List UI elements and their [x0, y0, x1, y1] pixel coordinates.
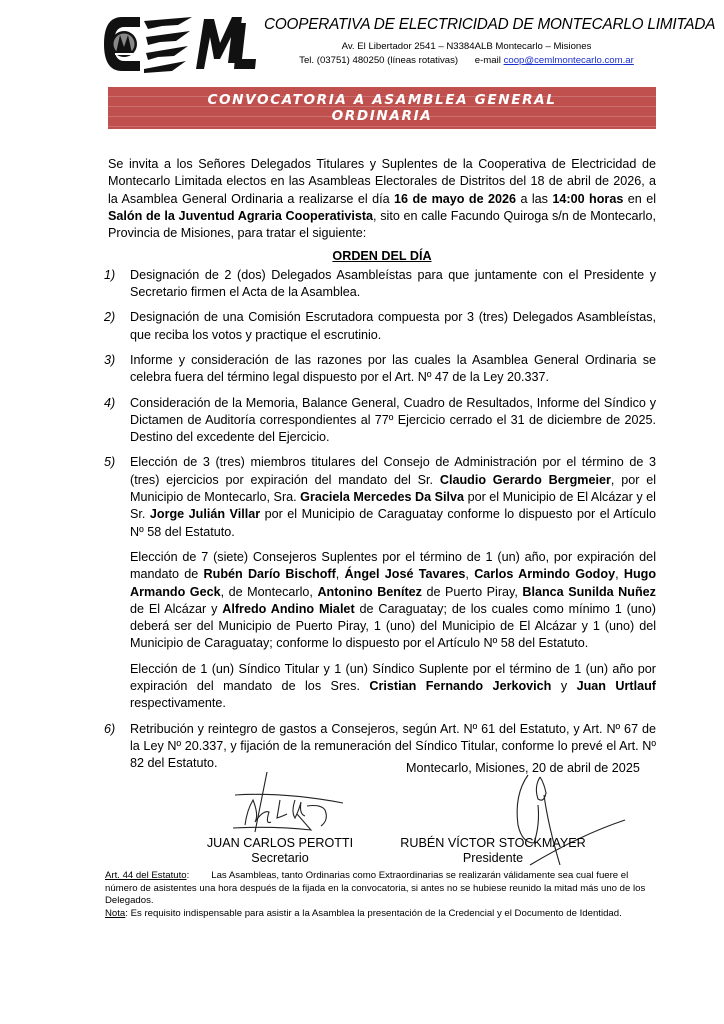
- org-phone: Tel. (03751) 480250 (líneas rotativas): [299, 55, 459, 66]
- signer-name: RUBÉN VÍCTOR STOCKMAYER: [400, 836, 586, 850]
- signer-role: Secretario: [251, 851, 309, 865]
- org-name: COOPERATIVA DE ELECTRICIDAD DE MONTECARLO LIMITADA: [264, 16, 716, 33]
- signer-name: JUAN CARLOS PEROTTI: [206, 836, 354, 850]
- org-contact: [264, 55, 669, 66]
- meeting-date: 16 de mayo de 2026: [394, 191, 517, 206]
- footer-notes: [105, 870, 657, 920]
- banner-line-1: CONVOCATORIA A ASAMBLEA GENERAL: [207, 92, 557, 108]
- agenda-item: 3) Informe y consideración de las razones por las cuales la Asamblea General Ordinaria se celebra fuera del término legal dispuesto por el Art. Nº 47 de la Ley 20.337.: [104, 352, 656, 385]
- nota: Nota: Es requisito indispensable para asistir a la Asamblea la presentación de la Credencial y el Documento de Identidad.: [105, 907, 622, 919]
- agenda-item: 5) Elección de 3 (tres) miembros titulares del Consejo de Administración por el término de 3 (tres) ejercicios por expiración del mandato del Sr. Claudio Gerardo Bergmeier, por el Municipio de Montecarlo, Sra. Graciela Mercedes Da Silva por el Municipio de El Alcázar y el Sr. Jorge Julián Villar por el Municipio de Caraguatay conforme lo dispuesto por el Artículo Nº 58 del Estatuto.: [104, 455, 656, 539]
- meeting-time: 14:00 horas: [552, 191, 624, 206]
- intro-paragraph: Se invita a los Señores Delegados Titulares y Suplentes de la Cooperativa de Electricidad de Montecarlo Limitada electos en las Asambleas Electorales de Distritos del 18 de abril de 2026, a la Asamblea General Ordinaria a realizarse el día 16 de mayo de 2026 a las 14:00 horas en el Salón de la Juventud Agraria Cooperativista, sito en calle Facundo Quiroga s/n de Montecarlo, Provincia de Misiones, para tratar el siguiente:: [108, 157, 657, 241]
- ceml-logo: [100, 13, 260, 75]
- signer-role: Presidente: [462, 851, 524, 865]
- document-body: [104, 156, 657, 781]
- agenda-item: 6) Retribución y reintegro de gastos a Consejeros, según Art. Nº 61 del Estatuto, y Art. Nº 67 de la Ley Nº 20.337, y fijación de la remuneración del Síndico Titular, conforme lo prevé el Art. Nº 82 del Estatuto.: [104, 721, 656, 771]
- meeting-venue: Salón de la Juventud Agraria Cooperativista: [108, 208, 374, 223]
- signature-secretario: [225, 770, 350, 838]
- sindico-paragraph: Elección de 1 (un) Síndico Titular y 1 (un) Síndico Suplente por el término de 1 (un) año por expiración del mandato de los Sres. Cristian Fernando Jerkovich y Juan Urtlauf respectivamente.: [130, 661, 656, 711]
- agenda-item: 2) Designación de una Comisión Escrutadora compuesta por 3 (tres) Delegados Asambleístas, que reciba los votos y practique el escrutinio.: [104, 310, 656, 342]
- agenda-item: 4) Consideración de la Memoria, Balance General, Cuadro de Resultados, Informe del Síndico y Dictamen de Auditoría correspondientes al 77º Ejercicio cerrado el 31 de diciembre de 2025. Destino del excedente del Ejercicio.: [104, 395, 656, 445]
- signer-presidente: [398, 836, 588, 866]
- email-link[interactable]: coop@cemlmontecarlo.com.ar: [503, 55, 634, 66]
- banner-line-2: ORDINARIA: [331, 108, 433, 124]
- agenda-item: 1) Designación de 2 (dos) Delegados Asambleístas para que juntamente con el Presidente y Secretario firmen el Acta de la Asamblea.: [104, 267, 656, 300]
- art-44-note: Art. 44 del Estatuto: Las Asambleas, tanto Ordinarias como Extraordinarias se realizarán válidamente sea cual fuere el número de asistentes una hora después de la fijada en la convocatoria, si antes no se hubiese reunido la mitad más uno de los Delegados.: [105, 870, 646, 906]
- signer-secretario: [195, 836, 365, 866]
- suplentes-paragraph: Elección de 7 (siete) Consejeros Suplentes por el término de 1 (un) año, por expiración del mandato de Rubén Darío Bischoff, Ángel José Tavares, Carlos Armindo Godoy, Hugo Armando Geck, de Montecarlo, Antonino Benítez de Puerto Piray, Blanca Sunilda Nuñez de El Alcázar y Alfredo Andino Mialet de Caraguatay; de los cuales como mínimo 1 (uno) deberá ser del Municipio de Puerto Piray, 1 (uno) del Municipio de El Alcázar y 1 (uno) del Municipio de Caraguatay; conforme lo dispuesto por el Artículo Nº 58 del Estatuto.: [130, 549, 657, 651]
- email-label: e-mail: [474, 55, 501, 66]
- orden-title: ORDEN DEL DÍA: [332, 249, 432, 264]
- org-address: Av. El Libertador 2541 – N3384ALB Montecarlo – Misiones: [341, 41, 592, 52]
- place-and-date: Montecarlo, Misiones, 20 de abril de 2025: [406, 761, 640, 775]
- title-banner: [108, 87, 656, 129]
